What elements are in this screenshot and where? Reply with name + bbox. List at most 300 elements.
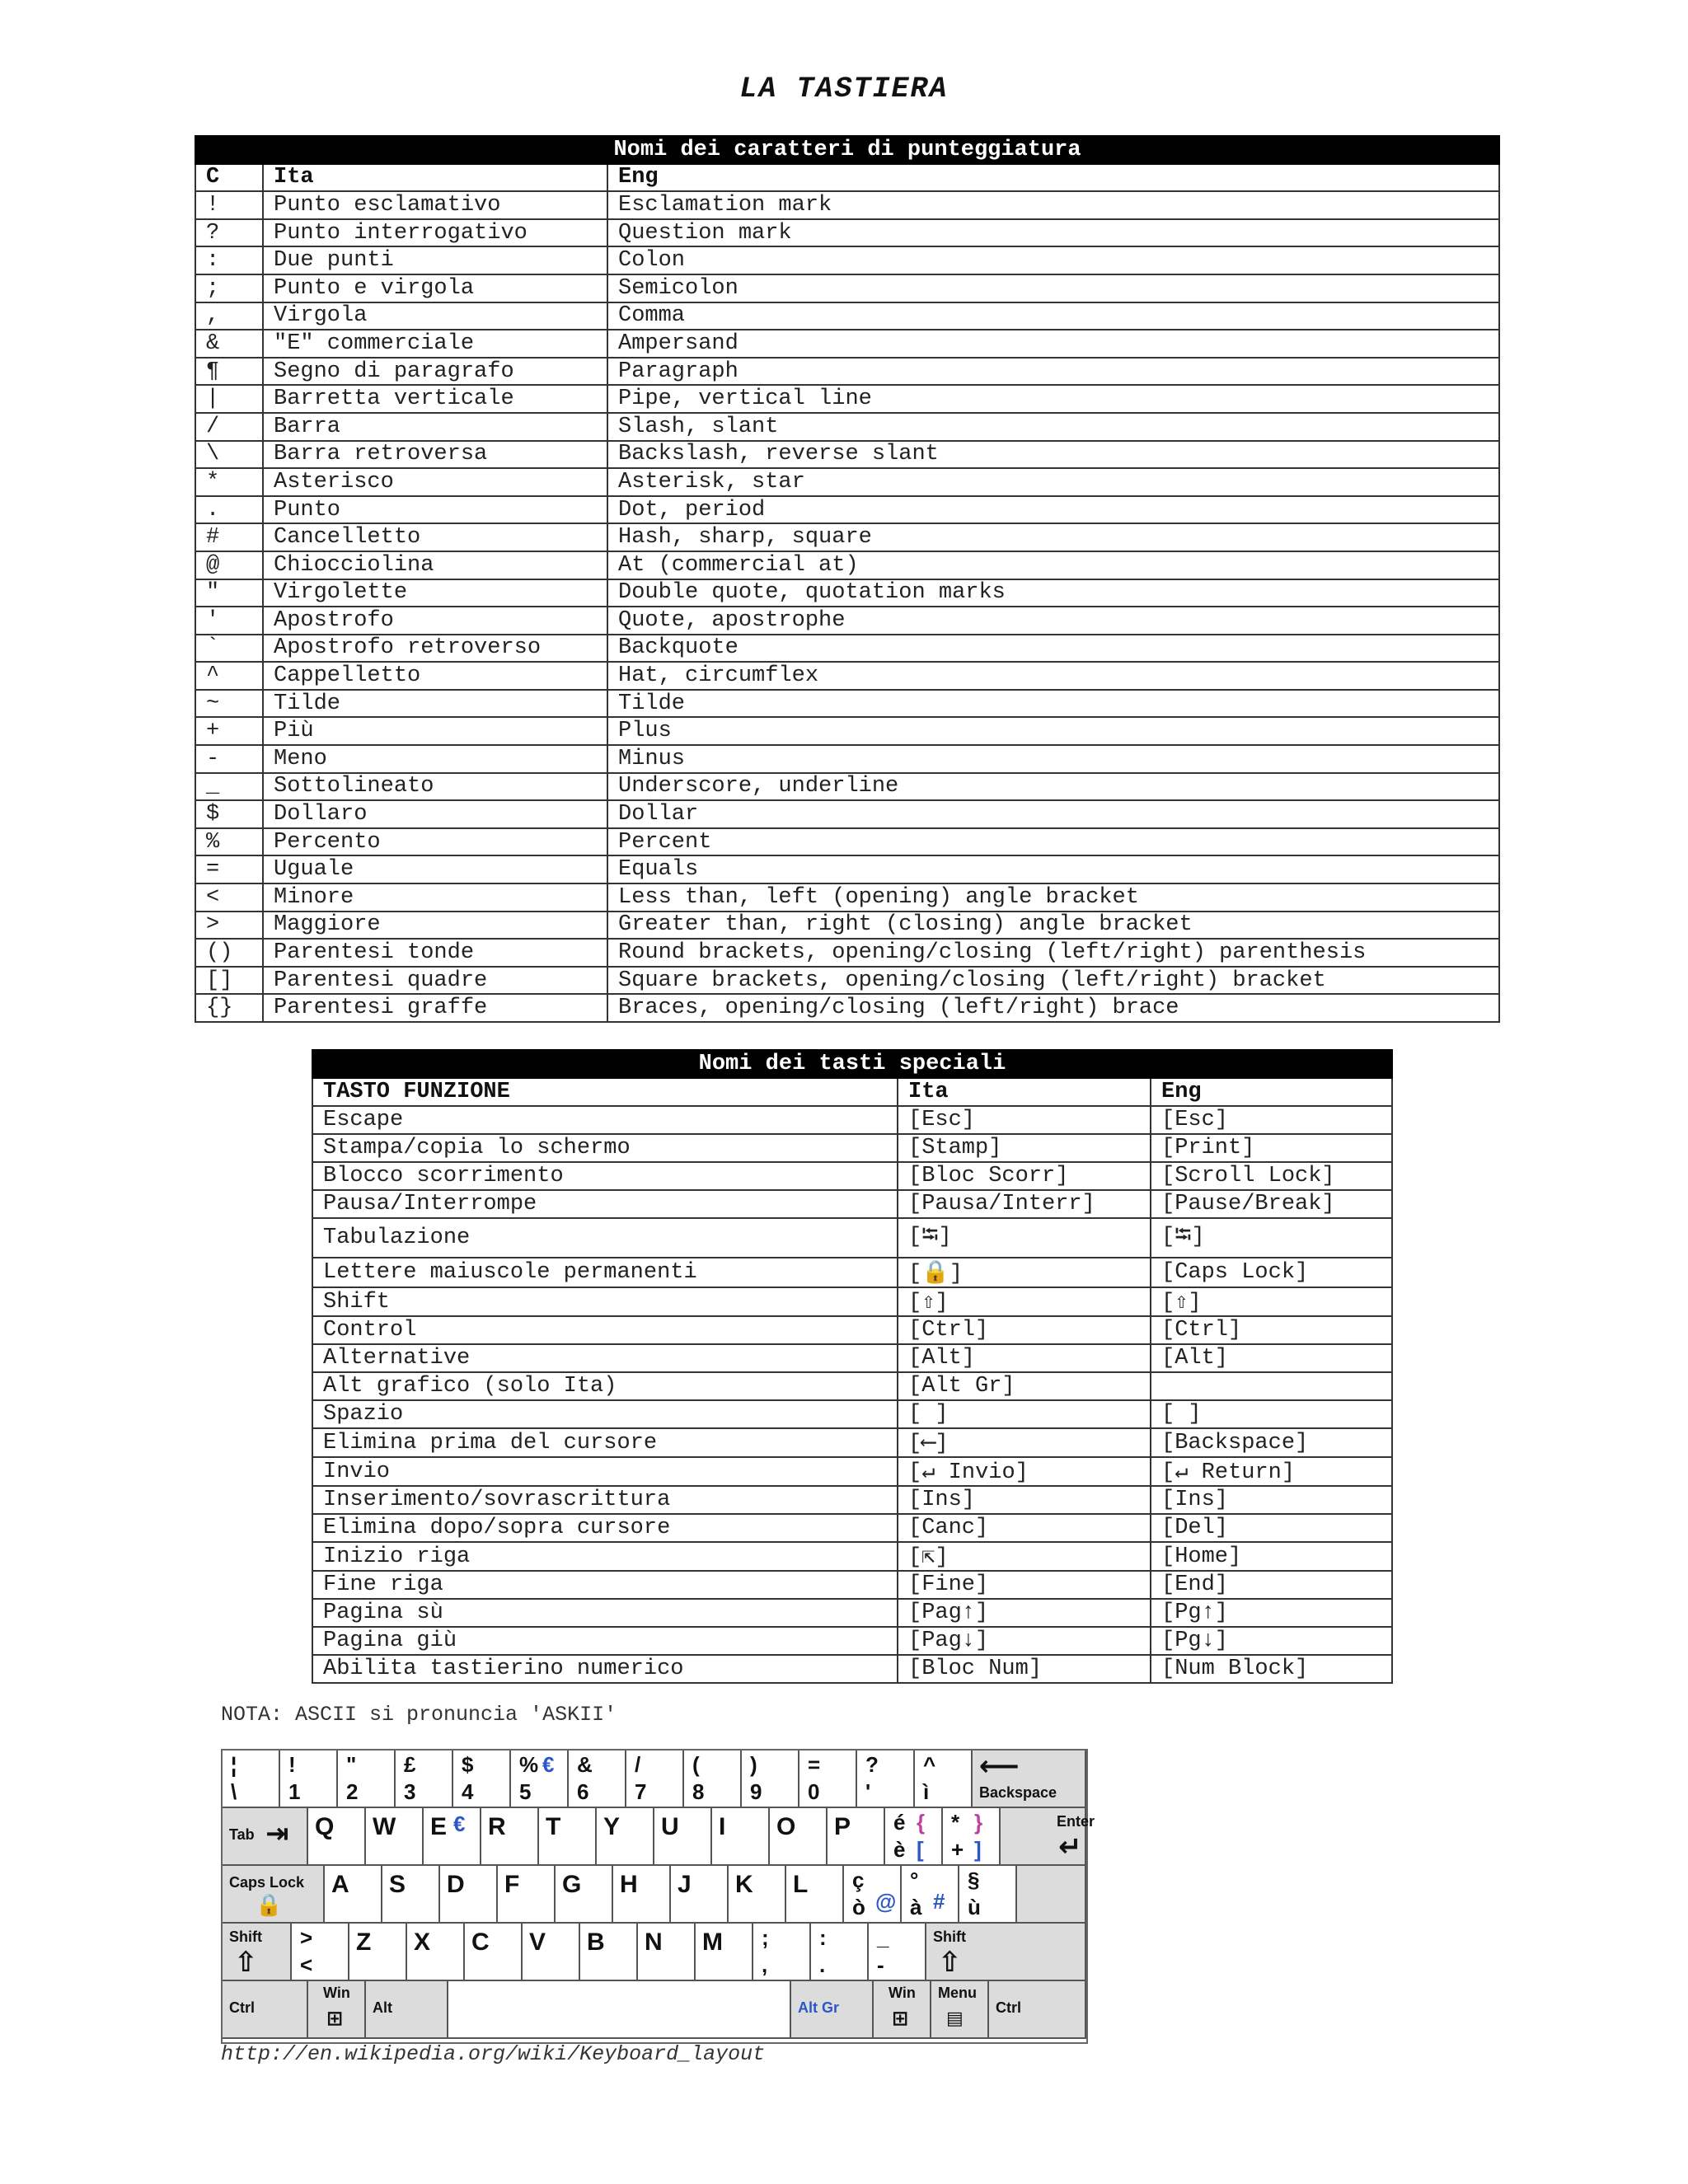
key-bottom-char: 1 [288, 1779, 301, 1804]
key [556, 1866, 613, 1924]
punct-cell: - [195, 745, 263, 773]
key-letter: J [678, 1871, 692, 1898]
punct-cell: Parentesi quadre [263, 967, 607, 995]
tab-key [223, 1808, 308, 1866]
key-top-char: ¦ [231, 1752, 237, 1777]
key-letter: C [471, 1929, 490, 1956]
punct-cell: _ [195, 773, 263, 801]
punct-cell: Virgola [263, 302, 607, 330]
keys-row [312, 1316, 1392, 1344]
punct-cell: ; [195, 274, 263, 302]
punct-cell: Dollaro [263, 800, 607, 828]
key [712, 1808, 770, 1866]
punct-row [195, 883, 1499, 912]
punct-cell: Backslash, reverse slant [607, 441, 1499, 469]
punct-cell: Semicolon [607, 274, 1499, 302]
keys-cell: [Pausa/Interr] [898, 1190, 1151, 1218]
punct-cell: Uguale [263, 855, 607, 883]
punct-cell: Due punti [263, 246, 607, 274]
key-bottom-char: . [819, 1952, 826, 1977]
keys-header-row [312, 1078, 1392, 1106]
keys-header-cell: Eng [1151, 1078, 1392, 1106]
punct-cell: Question mark [607, 219, 1499, 247]
punct-cell: Colon [607, 246, 1499, 274]
key-top-char: ç [852, 1868, 865, 1892]
source-url: http://en.wikipedia.org/wiki/Keyboard_layout [221, 2042, 766, 2066]
punct-row [195, 773, 1499, 801]
key-top-char: : [819, 1925, 827, 1950]
punct-cell: Less than, left (opening) angle bracket [607, 883, 1499, 912]
page-title: LA TASTIERA [739, 73, 949, 105]
punct-cell: Round brackets, opening/closing (left/right) parenthesis [607, 939, 1499, 967]
punct-cell: ! [195, 191, 263, 219]
key-letter: U [661, 1813, 679, 1840]
punct-cell: < [195, 883, 263, 912]
keys-cell: [Ctrl] [898, 1316, 1151, 1344]
key-letter: R [488, 1813, 506, 1840]
key [580, 1924, 638, 1981]
key-altgr-char: @ [875, 1889, 897, 1914]
left-win-key [308, 1981, 366, 2039]
punct-cell: Paragraph [607, 358, 1499, 386]
keys-row [312, 1486, 1392, 1514]
key [638, 1924, 696, 1981]
keys-row [312, 1106, 1392, 1134]
keys-header-cell: TASTO FUNZIONE [312, 1078, 898, 1106]
caps-lock-icon: 🔒 [256, 1892, 283, 1917]
backspace-key [973, 1750, 1086, 1808]
key-top-char: ^ [923, 1752, 936, 1777]
punct-cell: Equals [607, 855, 1499, 883]
key-top-char: * [951, 1810, 960, 1835]
key-top-char: ( [692, 1752, 700, 1777]
punct-cell: Dot, period [607, 496, 1499, 524]
punct-row [195, 994, 1499, 1022]
key-label: Backspace [979, 1784, 1057, 1801]
key-bottom-char: à [910, 1895, 922, 1919]
key-letter: Q [315, 1813, 335, 1840]
punct-cell: ' [195, 607, 263, 635]
key [498, 1866, 556, 1924]
punct-cell: " [195, 579, 263, 607]
punct-row [195, 274, 1499, 302]
keyboard-row [223, 1750, 1086, 1808]
key-letter: O [776, 1813, 796, 1840]
key-bottom-char: ' [865, 1779, 871, 1804]
keys-cell: [Esc] [898, 1106, 1151, 1134]
key-bottom-char: 5 [519, 1779, 532, 1804]
punct-row [195, 939, 1499, 967]
windows-icon: ⊞ [326, 2008, 344, 2030]
left-shift-key [223, 1924, 292, 1981]
special-keys-table [312, 1049, 1393, 1684]
punct-cell: Asterisco [263, 468, 607, 496]
punct-cell: Ampersand [607, 330, 1499, 358]
key [869, 1924, 926, 1981]
key [770, 1808, 828, 1866]
key-top-char: ; [762, 1925, 769, 1950]
punct-cell: Comma [607, 302, 1499, 330]
key [407, 1924, 465, 1981]
key [844, 1866, 902, 1924]
punct-cell: # [195, 523, 263, 551]
punct-cell: Parentesi tonde [263, 939, 607, 967]
key [786, 1866, 844, 1924]
keys-cell: [⭾] [898, 1218, 1151, 1258]
key-top-char: " [346, 1752, 357, 1777]
keys-cell: Spazio [312, 1400, 898, 1428]
key [223, 1750, 280, 1808]
punct-cell: {} [195, 994, 263, 1022]
key-letter: S [389, 1871, 406, 1898]
key [465, 1924, 523, 1981]
punct-row [195, 717, 1499, 745]
keys-cell: Tabulazione [312, 1218, 898, 1258]
keys-row [312, 1190, 1392, 1218]
punct-cell: = [195, 855, 263, 883]
punct-cell: Esclamation mark [607, 191, 1499, 219]
punct-cell: [] [195, 967, 263, 995]
key-letter: Z [356, 1929, 372, 1956]
keys-row [312, 1571, 1392, 1599]
keys-cell: [⇧] [1151, 1287, 1392, 1316]
punct-cell: Barretta verticale [263, 385, 607, 413]
punct-cell: Apostrofo retroverso [263, 635, 607, 663]
keys-row [312, 1428, 1392, 1457]
punct-row [195, 551, 1499, 579]
punct-cell: Percento [263, 828, 607, 856]
enter-key [1001, 1808, 1095, 1866]
key-label: Win [323, 1985, 350, 2001]
keys-cell: Fine riga [312, 1571, 898, 1599]
keys-cell: [Ins] [898, 1486, 1151, 1514]
punct-cell: "E" commerciale [263, 330, 607, 358]
punct-row [195, 912, 1499, 940]
punct-row [195, 662, 1499, 690]
key [481, 1808, 539, 1866]
key-label: Shift [933, 1929, 966, 1945]
key [753, 1924, 811, 1981]
punct-header-cell: Ita [263, 164, 607, 192]
keys-cell: Control [312, 1316, 898, 1344]
punct-cell: Segno di paragrafo [263, 358, 607, 386]
key [280, 1750, 338, 1808]
key-letter: I [719, 1813, 726, 1840]
key-top-char: ! [288, 1752, 296, 1777]
punct-cell: & [195, 330, 263, 358]
key-letter: E [430, 1813, 448, 1840]
key-bottom-char: 7 [635, 1779, 647, 1804]
key-top-char: § [968, 1868, 980, 1892]
left-ctrl-key [223, 1981, 308, 2039]
keys-header-cell: Ita [898, 1078, 1151, 1106]
keys-cell: Alt grafico (solo Ita) [312, 1372, 898, 1400]
key-top-char: / [635, 1752, 641, 1777]
punct-row [195, 690, 1499, 718]
punct-cell: Più [263, 717, 607, 745]
key-top-char: ) [750, 1752, 757, 1777]
key [811, 1924, 869, 1981]
keys-banner: Nomi dei tasti speciali [312, 1050, 1392, 1078]
punct-cell: Maggiore [263, 912, 607, 940]
punct-cell: Cappelletto [263, 662, 607, 690]
punct-cell: * [195, 468, 263, 496]
keys-cell: Inizio riga [312, 1542, 898, 1571]
punct-row [195, 413, 1499, 441]
key-letter: L [793, 1871, 809, 1898]
keyboard-row [223, 1924, 1086, 1981]
key-label: Ctrl [229, 1999, 255, 2016]
punct-cell: @ [195, 551, 263, 579]
punct-cell: Hat, circumflex [607, 662, 1499, 690]
keys-cell: Stampa/copia lo schermo [312, 1134, 898, 1162]
keys-cell: [Bloc Num] [898, 1655, 1151, 1683]
key-label: Alt Gr [798, 1999, 840, 2016]
keys-cell: [⇱] [898, 1542, 1151, 1571]
keys-cell: [Ctrl] [1151, 1316, 1392, 1344]
keys-cell: Elimina dopo/sopra cursore [312, 1514, 898, 1542]
key [338, 1750, 396, 1808]
key-altgr-char: } [974, 1810, 983, 1835]
key-bottom-char: 3 [404, 1779, 416, 1804]
keys-cell: [↵ Return] [1151, 1457, 1392, 1486]
keys-cell: [Pg↓] [1151, 1627, 1392, 1655]
punct-cell: Meno [263, 745, 607, 773]
keys-cell: Pagina giù [312, 1627, 898, 1655]
key [453, 1750, 511, 1808]
alt-gr-key [791, 1981, 874, 2039]
punct-cell: Tilde [263, 690, 607, 718]
keys-cell: [Ins] [1151, 1486, 1392, 1514]
punct-cell: Underscore, underline [607, 773, 1499, 801]
keys-cell: [Esc] [1151, 1106, 1392, 1134]
key-bottom-char: , [762, 1952, 768, 1977]
keys-cell: [Alt] [898, 1344, 1151, 1372]
key-bottom-char: ù [968, 1895, 981, 1919]
keys-cell: [Alt] [1151, 1344, 1392, 1372]
punctuation-table [195, 135, 1500, 1023]
punct-cell: : [195, 246, 263, 274]
key-letter: H [620, 1871, 638, 1898]
key [742, 1750, 799, 1808]
punct-row [195, 191, 1499, 219]
punct-row [195, 358, 1499, 386]
key-bottom-char: \ [231, 1779, 237, 1804]
key-bottom-char: - [877, 1952, 884, 1977]
key-label: Enter [1057, 1813, 1095, 1830]
keys-cell: [Pause/Break] [1151, 1190, 1392, 1218]
key-top-char: & [577, 1752, 593, 1777]
right-ctrl-key [989, 1981, 1086, 2039]
punct-header-cell: C [195, 164, 263, 192]
keys-cell: Elimina prima del cursore [312, 1428, 898, 1457]
key-bottom-char: + [951, 1837, 964, 1862]
keys-cell: [Pag↑] [898, 1599, 1151, 1627]
key [396, 1750, 453, 1808]
punct-cell: Minore [263, 883, 607, 912]
key [885, 1808, 943, 1866]
punct-cell: Dollar [607, 800, 1499, 828]
punct-cell: Hash, sharp, square [607, 523, 1499, 551]
punct-banner: Nomi dei caratteri di punteggiatura [195, 136, 1499, 164]
punct-cell: % [195, 828, 263, 856]
key-letter: K [735, 1871, 753, 1898]
keys-row [312, 1134, 1392, 1162]
keys-cell: [⭾] [1151, 1218, 1392, 1258]
key-top-char: = [808, 1752, 821, 1777]
key [523, 1924, 580, 1981]
keys-row [312, 1372, 1392, 1400]
keys-cell: Alternative [312, 1344, 898, 1372]
punct-cell: ` [195, 635, 263, 663]
right-shift-key [926, 1924, 1086, 1981]
key [511, 1750, 569, 1808]
key-letter: X [414, 1929, 431, 1956]
punct-cell: ? [195, 219, 263, 247]
key-label: Ctrl [996, 1999, 1021, 2016]
keys-cell: Escape [312, 1106, 898, 1134]
key-letter: G [562, 1871, 582, 1898]
key-bottom-char: 8 [692, 1779, 705, 1804]
punct-cell: ~ [195, 690, 263, 718]
keys-row [312, 1218, 1392, 1258]
punct-row [195, 219, 1499, 247]
key [597, 1808, 654, 1866]
keys-cell: [⟵] [898, 1428, 1151, 1457]
punct-cell: Punto e virgola [263, 274, 607, 302]
punct-cell: Greater than, right (closing) angle bracket [607, 912, 1499, 940]
punct-row [195, 246, 1499, 274]
key-letter: T [546, 1813, 561, 1840]
key [729, 1866, 786, 1924]
menu-key [931, 1981, 989, 2039]
alt-key [366, 1981, 448, 2039]
punct-cell: Double quote, quotation marks [607, 579, 1499, 607]
shift-arrow-icon: ⇧ [938, 1947, 962, 1978]
key-altgr-char: # [933, 1889, 945, 1914]
enter-arrow-icon: ↵ [1058, 1831, 1082, 1863]
keys-cell: [⇧] [898, 1287, 1151, 1316]
key-bottom-char: 2 [346, 1779, 359, 1804]
punct-cell: Backquote [607, 635, 1499, 663]
key [349, 1924, 407, 1981]
keys-row [312, 1655, 1392, 1683]
punct-cell: Pipe, vertical line [607, 385, 1499, 413]
key-bottom-char: < [300, 1952, 313, 1977]
punct-header-row [195, 164, 1499, 192]
key-top-char: _ [877, 1925, 889, 1950]
punct-cell: ^ [195, 662, 263, 690]
key-letter: P [834, 1813, 851, 1840]
punct-cell: \ [195, 441, 263, 469]
punct-cell: + [195, 717, 263, 745]
punct-cell: Slash, slant [607, 413, 1499, 441]
keys-cell: Lettere maiuscole permanenti [312, 1258, 898, 1287]
keys-cell: Abilita tastierino numerico [312, 1655, 898, 1683]
punct-row [195, 855, 1499, 883]
keys-cell: Invio [312, 1457, 898, 1486]
keys-row [312, 1287, 1392, 1316]
punct-row [195, 607, 1499, 635]
keys-cell: [Print] [1151, 1134, 1392, 1162]
key-altgr-char: { [917, 1810, 926, 1835]
punct-cell: Percent [607, 828, 1499, 856]
key [613, 1866, 671, 1924]
punct-cell: Punto esclamativo [263, 191, 607, 219]
key [292, 1924, 349, 1981]
key-label: Caps Lock [229, 1874, 305, 1891]
keys-cell: [↵ Invio] [898, 1457, 1151, 1486]
shift-arrow-icon: ⇧ [234, 1947, 258, 1978]
key [799, 1750, 857, 1808]
key-label: Win [889, 1985, 916, 2001]
key [569, 1750, 626, 1808]
keys-row [312, 1258, 1392, 1287]
keys-cell: [Num Block] [1151, 1655, 1392, 1683]
punct-cell: Apostrofo [263, 607, 607, 635]
punct-cell: () [195, 939, 263, 967]
keys-row [312, 1344, 1392, 1372]
punct-cell: Quote, apostrophe [607, 607, 1499, 635]
punct-row [195, 385, 1499, 413]
punct-cell: $ [195, 800, 263, 828]
key [684, 1750, 742, 1808]
key-letter: Y [603, 1813, 621, 1840]
punct-cell: Punto [263, 496, 607, 524]
note-text: NOTA: ASCII si pronuncia 'ASKII' [221, 1703, 617, 1727]
keys-cell: [🔒] [898, 1258, 1151, 1287]
key [539, 1808, 597, 1866]
keys-cell: [Caps Lock] [1151, 1258, 1392, 1287]
punct-row [195, 967, 1499, 995]
punct-cell: / [195, 413, 263, 441]
key-letter: M [702, 1929, 723, 1956]
key [828, 1808, 885, 1866]
key [325, 1866, 382, 1924]
punct-cell: Tilde [607, 690, 1499, 718]
punct-row [195, 330, 1499, 358]
keys-row [312, 1627, 1392, 1655]
punct-row [195, 441, 1499, 469]
keys-cell: [ ] [1151, 1400, 1392, 1428]
keys-cell: [Scroll Lock] [1151, 1162, 1392, 1190]
key-filler [1017, 1866, 1086, 1924]
key [626, 1750, 684, 1808]
key-altgr-char: [ [917, 1837, 924, 1862]
punct-cell: Sottolineato [263, 773, 607, 801]
punct-row [195, 745, 1499, 773]
punct-row [195, 828, 1499, 856]
keys-row [312, 1599, 1392, 1627]
key-top-char: > [300, 1925, 313, 1950]
punct-cell: Punto interrogativo [263, 219, 607, 247]
punct-row [195, 800, 1499, 828]
punct-cell: At (commercial at) [607, 551, 1499, 579]
key [440, 1866, 498, 1924]
key-label: Shift [229, 1929, 262, 1945]
key-bottom-char: ì [923, 1779, 930, 1804]
keys-cell: Inserimento/sovrascrittura [312, 1486, 898, 1514]
key-altgr-char: € [453, 1811, 466, 1836]
key-letter: A [331, 1871, 349, 1898]
key [424, 1808, 481, 1866]
key-label: Menu [938, 1985, 977, 2001]
punct-cell: > [195, 912, 263, 940]
key [915, 1750, 973, 1808]
key-bottom-char: 6 [577, 1779, 589, 1804]
keys-cell: [Backspace] [1151, 1428, 1392, 1457]
space-key [448, 1981, 791, 2039]
